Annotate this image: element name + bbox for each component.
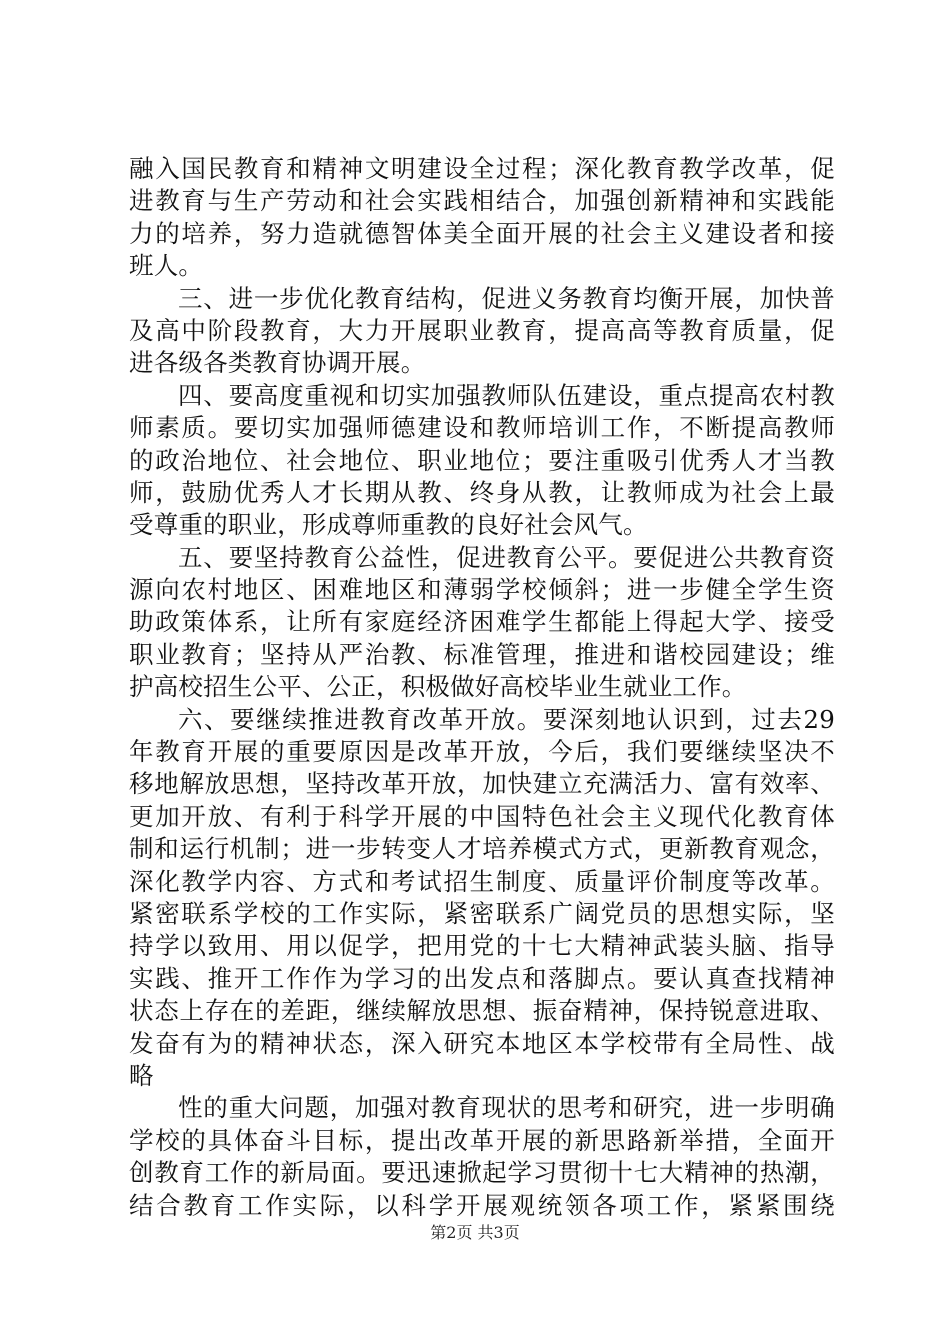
text-line: 及高中阶段教育，大力开展职业教育，提高高等教育质量，促 xyxy=(129,315,835,345)
paragraph-5-start: 五、要坚持教育公益性，促进教育公平。要促进公共教育资 xyxy=(178,542,835,572)
text-line: 融入国民教育和精神文明建设全过程；深化教育教学改革，促 xyxy=(129,154,835,183)
paragraph-4-start: 四、要高度重视和切实加强教师队伍建设，重点提高农村教 xyxy=(178,380,835,410)
paragraph-3-start: 三、进一步优化教育结构，促进义务教育均衡开展，加快普 xyxy=(178,283,835,313)
text-line: 班人。 xyxy=(129,251,204,281)
text-line: 护高校招生公平、公正，积极做好高校毕业生就业工作。 xyxy=(129,672,747,702)
text-line: 职业教育；坚持从严治教、标准管理，推进和谐校园建设；维 xyxy=(129,639,835,669)
text-line: 深化教学内容、方式和考试招生制度、质量评价制度等改革。 xyxy=(129,866,835,896)
text-line: 源向农村地区、困难地区和薄弱学校倾斜；进一步健全学生资 xyxy=(129,575,835,605)
page-number: 第2页 共3页 xyxy=(430,1223,520,1242)
text-line: 年教育开展的重要原因是改革开放，今后，我们要继续坚决不 xyxy=(129,737,835,767)
text-line: 学校的具体奋斗目标，提出改革开展的新思路新举措，全面开 xyxy=(129,1125,835,1155)
text-line: 紧密联系学校的工作实际，紧密联系广阔党员的思想实际，坚 xyxy=(129,898,835,928)
text-line: 力的培养，努力造就德智体美全面开展的社会主义建设者和接 xyxy=(129,218,835,248)
text-line: 更加开放、有利于科学开展的中国特色社会主义现代化教育体 xyxy=(129,801,835,831)
text-line: 受尊重的职业，形成尊师重教的良好社会风气。 xyxy=(129,510,648,540)
paragraph-6-start: 六、要继续推进教育改革开放。要深刻地认识到，过去29 xyxy=(178,704,835,734)
text-line: 持学以致用、用以促学，把用党的十七大精神武装头脑、指导 xyxy=(129,931,835,961)
text-line: 进各级各类教育协调开展。 xyxy=(129,348,426,378)
text-line: 结合教育工作实际，以科学开展观统领各项工作，紧紧围绕 xyxy=(129,1190,835,1220)
text-line: 状态上存在的差距，继续解放思想、振奋精神，保持锐意进取、 xyxy=(129,996,835,1026)
text-line: 创教育工作的新局面。要迅速掀起学习贯彻十七大精神的热潮， xyxy=(129,1158,835,1188)
text-line: 师，鼓励优秀人才长期从教、终身从教，让教师成为社会上最 xyxy=(129,477,835,507)
text-line: 师素质。要切实加强师德建设和教师培训工作，不断提高教师 xyxy=(129,413,835,443)
text-line: 进教育与生产劳动和社会实践相结合，加强创新精神和实践能 xyxy=(129,186,835,216)
text-line: 制和运行机制；进一步转变人才培养模式方式，更新教育观念， xyxy=(129,834,835,864)
document-body xyxy=(129,153,835,1222)
paragraph-7-start: 性的重大问题，加强对教育现状的思考和研究，进一步明确 xyxy=(178,1093,835,1123)
text-line: 略 xyxy=(129,1060,154,1090)
text-line: 助政策体系，让所有家庭经济困难学生都能上得起大学、接受 xyxy=(129,607,835,637)
text-line: 实践、推开工作作为学习的出发点和落脚点。要认真查找精神 xyxy=(129,963,835,993)
text-line: 发奋有为的精神状态，深入研究本地区本学校带有全局性、战 xyxy=(129,1028,835,1058)
text-line: 移地解放思想，坚持改革开放，加快建立充满活力、富有效率、 xyxy=(129,769,835,799)
text-line: 的政治地位、社会地位、职业地位；要注重吸引优秀人才当教 xyxy=(129,445,835,475)
